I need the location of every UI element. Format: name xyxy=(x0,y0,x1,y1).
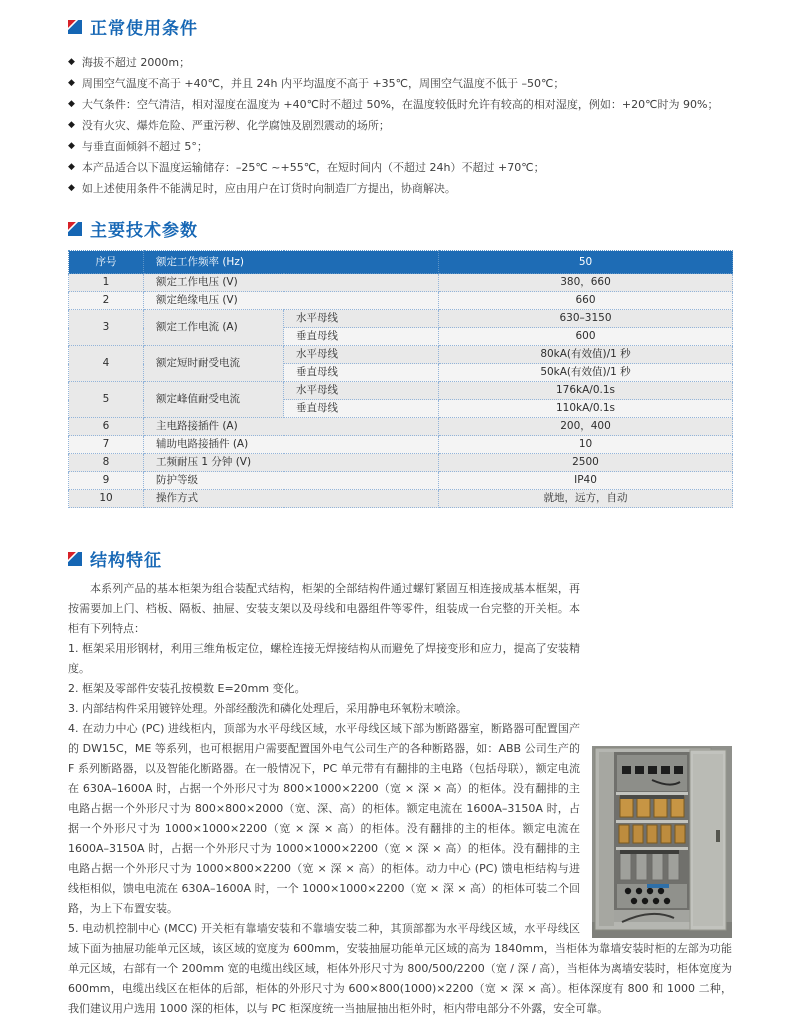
cell-value: 110kA/0.1s xyxy=(439,400,733,418)
conditions-list xyxy=(68,52,732,199)
diamond-bullet-icon: ◆ xyxy=(68,183,75,193)
cell-name: 额定短时耐受电流 xyxy=(144,346,284,382)
cell-no: 4 xyxy=(69,346,144,382)
cell-name: 操作方式 xyxy=(144,490,439,508)
list-item-text: 与垂直面倾斜不超过 5°； xyxy=(81,140,208,153)
diamond-bullet-icon: ◆ xyxy=(68,78,75,88)
table-row xyxy=(69,346,733,364)
cell-no: 7 xyxy=(69,436,144,454)
table-row xyxy=(69,454,733,472)
diamond-bullet-icon: ◆ xyxy=(68,120,75,130)
list-item xyxy=(68,178,732,199)
cell-sub-label: 水平母线 xyxy=(284,346,439,364)
diamond-bullet-icon: ◆ xyxy=(68,57,75,67)
cell-name: 额定工作电流 (A) xyxy=(144,310,284,346)
list-item xyxy=(68,73,732,94)
structure-text-body xyxy=(68,579,732,1019)
table-row xyxy=(69,382,733,400)
cell-sub-label: 水平母线 xyxy=(284,310,439,328)
list-item xyxy=(68,52,732,73)
list-item xyxy=(68,136,732,157)
cell-value: IP40 xyxy=(439,472,733,490)
cell-value: 660 xyxy=(439,292,733,310)
diamond-bullet-icon: ◆ xyxy=(68,99,75,109)
cell-no: 6 xyxy=(69,418,144,436)
cell-name: 防护等级 xyxy=(144,472,439,490)
cell-value: 200，400 xyxy=(439,418,733,436)
structure-item-1: 1. 框架采用形钢材，利用三维角板定位，螺栓连接无焊接结构从而避免了焊接变形和应力，提高了安装精度。 xyxy=(68,642,580,675)
cell-name: 主电路接插件 (A) xyxy=(144,418,439,436)
list-item-text: 没有火灾、爆炸危险、严重污秽、化学腐蚀及剧烈震动的场所； xyxy=(81,119,390,132)
section-title-text: 正常使用条件 xyxy=(90,19,198,39)
section-normal-conditions xyxy=(68,14,732,199)
cell-no: 3 xyxy=(69,310,144,346)
diamond-bullet-icon: ◆ xyxy=(68,162,75,172)
table-header-row xyxy=(69,251,733,274)
cell-name: 额定工作电压 (V) xyxy=(144,274,439,292)
header-cell-no: 序号 xyxy=(69,251,144,274)
cell-no: 1 xyxy=(69,274,144,292)
cell-value: 50kA(有效值)/1 秒 xyxy=(439,364,733,382)
cabinet-photo-image xyxy=(592,746,732,938)
list-item xyxy=(68,157,732,178)
section-flag-icon xyxy=(68,20,82,34)
table-row xyxy=(69,490,733,508)
cell-value: 630–3150 xyxy=(439,310,733,328)
cell-name: 辅助电路接插件 (A) xyxy=(144,436,439,454)
cell-name: 额定峰值耐受电流 xyxy=(144,382,284,418)
table-row xyxy=(69,472,733,490)
diamond-bullet-icon: ◆ xyxy=(68,141,75,151)
cell-sub-label: 水平母线 xyxy=(284,382,439,400)
list-item-text: 如上述使用条件不能满足时，应由用户在订货时向制造厂方提出，协商解决。 xyxy=(81,182,456,195)
cell-no: 10 xyxy=(69,490,144,508)
header-cell-value: 50 xyxy=(439,251,733,274)
cell-no: 2 xyxy=(69,292,144,310)
section-flag-icon xyxy=(68,552,82,566)
table-row xyxy=(69,292,733,310)
cell-name: 工频耐压 1 分钟 (V) xyxy=(144,454,439,472)
section-title-parameters xyxy=(68,216,732,241)
section-title-conditions xyxy=(68,14,732,39)
cell-value: 80kA(有效值)/1 秒 xyxy=(439,346,733,364)
cell-sub-label: 垂直母线 xyxy=(284,400,439,418)
table-row xyxy=(69,310,733,328)
section-title-structure xyxy=(68,546,732,571)
section-structural-features xyxy=(68,546,732,1019)
section-title-text: 主要技术参数 xyxy=(90,221,198,241)
cabinet-photo xyxy=(592,746,732,938)
table-row xyxy=(69,274,733,292)
table-row xyxy=(69,436,733,454)
cell-sub-label: 垂直母线 xyxy=(284,328,439,346)
structure-item-5: 5. 电动机控制中心 (MCC) 开关柜有靠墙安装和不靠墙安装二种，其顶部都为水平母线区域，水平母线区域下面为抽屉功能单元区域，该区域的宽度为 600mm，安装抽屉功能单元区域的高为 1840mm，当柜体为靠墙安装时柜的左部为功能单元区域，右部有一个 200mm 宽的电缆出线区域，柜体外形尺寸为 800/500/2200（宽 / 深 / 高），当柜体为离墙安装时，柜体宽度为 600mm，电缆出线区在柜体的后部，柜体的外形尺寸为 600×800(1000)×2200（宽 × 深 × 高）。柜体深度有 800 和 1000 二种，我们建议用户选用 1000 深的柜体，以与 PC 柜深度统一当抽屉抽出柜外时，柜内带电部分不外露，安全可靠。 xyxy=(68,922,732,1015)
cell-sub-label: 垂直母线 xyxy=(284,364,439,382)
section-technical-parameters xyxy=(68,216,732,508)
cell-name: 额定绝缘电压 (V) xyxy=(144,292,439,310)
structure-item-2: 2. 框架及零部件安装孔按模数 E=20mm 变化。 xyxy=(68,682,306,695)
list-item-text: 大气条件：空气清洁，相对湿度在温度为 +40℃时不超过 50%，在温度较低时允许有较高的相对湿度，例如：+20℃时为 90%； xyxy=(81,98,719,111)
cell-value: 2500 xyxy=(439,454,733,472)
header-cell-name: 额定工作频率 (Hz) xyxy=(144,251,439,274)
cell-no: 9 xyxy=(69,472,144,490)
list-item-text: 海拔不超过 2000m； xyxy=(81,56,191,69)
list-item-text: 本产品适合以下温度运输储存：–25℃ ~+55℃，在短时间内（不超过 24h）不超过 +70℃； xyxy=(81,161,545,174)
section-flag-icon xyxy=(68,222,82,236)
structure-intro-paragraph: 本系列产品的基本柜架为组合装配式结构，柜架的全部结构件通过螺钉紧固互相连接成基本框架，再按需要加上门、档板、隔板、抽屉、安装支架以及母线和电器组件等零件，组装成一台完整的开关柜。本柜有下列特点： xyxy=(68,582,580,635)
list-item-text: 周围空气温度不高于 +40℃，并且 24h 内平均温度不高于 +35℃，周围空气温度不低于 –50℃； xyxy=(81,77,565,90)
cell-no: 5 xyxy=(69,382,144,418)
structure-item-4: 4. 在动力中心 (PC) 进线柜内，顶部为水平母线区域，水平母线区域下部为断路器室，断路器可配置国产的 DW15C，ME 等系列，也可根据用户需要配置国外电气公司生产的各种断路器，如：ABB 公司生产的 F 系列断路器，以及智能化断路器。在一般情况下，PC 单元带有有翻排的主电路（包括母联），额定电流在 630A–1600A 时，占据一个外形尺寸为 800×1000×2200（宽 × 深 × 高）的柜体。没有翻排的主电路占据一个外形尺寸为 800×800×2000（宽、深、高）的柜体。额定电流在 1600A–3150A 时，占据一个外形尺寸为 1000×1000×2200（宽 × 深 × 高）的柜体。没有翻排的主的柜体。额定电流在 1600A–3150A 时，占据一个外形尺寸为 1000×1000×2200（宽 × 深 × 高）的柜体。没有翻排的主电路占据一个外形尺寸为 1000×800×2200（宽 × 深 × 高）的柜体。动力中心 (PC) 馈电柜结构与进线柜相似，馈电电流在 630A–1600A 时，一个 1000×1000×2200（宽 × 深 × 高）的柜体可装二个回路，为上下布置安装。 xyxy=(68,722,580,915)
list-item xyxy=(68,115,732,136)
cell-no: 8 xyxy=(69,454,144,472)
cell-value: 10 xyxy=(439,436,733,454)
section-title-text: 结构特征 xyxy=(90,551,162,571)
table-row xyxy=(69,418,733,436)
parameters-table xyxy=(68,250,733,508)
list-item xyxy=(68,94,732,115)
cell-value: 600 xyxy=(439,328,733,346)
cell-value: 就地，远方，自动 xyxy=(439,490,733,508)
cell-value: 380，660 xyxy=(439,274,733,292)
structure-item-3: 3. 内部结构件采用镀锌处理。外部经酸洗和磷化处理后，采用静电环氧粉末喷涂。 xyxy=(68,702,467,715)
cell-value: 176kA/0.1s xyxy=(439,382,733,400)
